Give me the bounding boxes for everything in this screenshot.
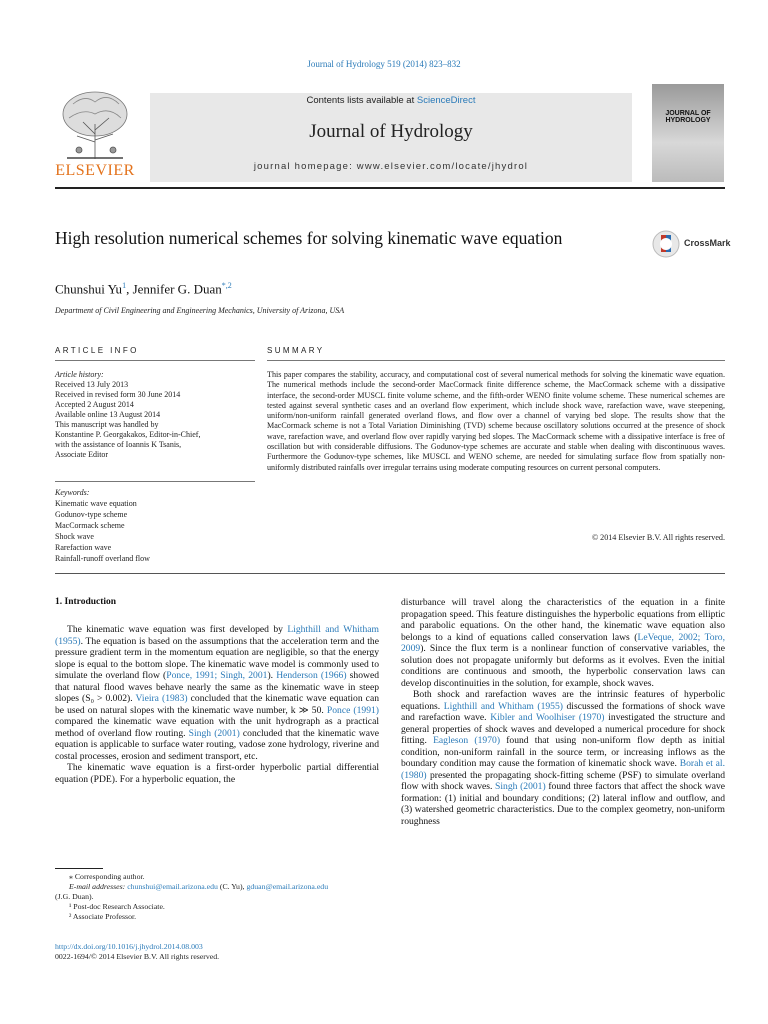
cover-title bbox=[655, 110, 721, 124]
history-line: Available online 13 August 2014 bbox=[55, 410, 161, 419]
footnote-emails bbox=[55, 882, 385, 892]
author-name[interactable]: Jennifer G. Duan bbox=[132, 281, 222, 297]
journal-masthead bbox=[55, 84, 725, 186]
article-info-heading: ARTICLE INFO bbox=[55, 346, 139, 355]
contents-prefix: Contents lists available at bbox=[306, 95, 417, 106]
affiliation: Department of Civil Engineering and Engineering Mechanics, University of Arizona, USA bbox=[55, 306, 345, 315]
text-run: discussed the formations of shock wave and rarefaction wave. bbox=[401, 700, 725, 723]
text-run: ). bbox=[267, 670, 277, 681]
journal-homepage[interactable]: journal homepage: www.elsevier.com/locate/jhydrol bbox=[253, 161, 529, 172]
citation-link[interactable]: Eagleson (1970) bbox=[433, 735, 501, 746]
article-title: High resolution numerical schemes for solving kinematic wave equation bbox=[55, 228, 563, 248]
crossmark-icon bbox=[652, 230, 680, 258]
citation-link[interactable]: Singh (2001) bbox=[188, 727, 240, 739]
text-run: The kinematic wave equation is a first-order hyperbolic partial differential equation (PDE). For a hyperbolic equation, the bbox=[55, 762, 379, 785]
elsevier-logo[interactable] bbox=[55, 84, 135, 182]
footnote-2: ² Associate Professor. bbox=[69, 912, 137, 921]
paragraph bbox=[401, 597, 725, 689]
citation-link[interactable]: Vieira (1983) bbox=[135, 693, 188, 704]
text-run: concluded that the kinematic wave equation is applicable to surface water routing, vadose zone hydrology, riverine and costal processes, erosion and sediment transport, etc. bbox=[55, 727, 380, 762]
section-heading-introduction: 1. Introduction bbox=[55, 597, 117, 607]
citation-link[interactable]: Ponce (1991) bbox=[326, 704, 379, 716]
history-line: Konstantine P. Georgakakos, Editor-in-Chief, bbox=[55, 430, 201, 439]
citation-link[interactable]: Singh (2001) bbox=[495, 781, 546, 792]
author-name[interactable]: Chunshui Yu bbox=[55, 281, 123, 297]
email-link[interactable]: chunshui@email.arizona.edu bbox=[127, 882, 218, 891]
paragraph bbox=[55, 624, 379, 762]
history-line: Associate Editor bbox=[55, 450, 109, 459]
author-list bbox=[55, 281, 232, 297]
text-run: presented the propagating shock-fitting scheme (PSF) to simulate overland flow with shock waves. bbox=[401, 769, 725, 792]
cover-title-line1: JOURNAL OF bbox=[665, 110, 711, 117]
keywords-rule bbox=[55, 481, 255, 482]
keyword: Godunov-type scheme bbox=[55, 510, 128, 519]
elsevier-tree-icon bbox=[55, 84, 135, 164]
keyword: Kinematic wave equation bbox=[55, 499, 137, 508]
body-column-left bbox=[55, 624, 379, 785]
text-run: ). Since the flux term is a nonlinear function of conservative variables, the solution does not propagate uniformly but deforms as it evolves. Even the initial conditions are continuous and smooth, the hyperbolic conservation laws can develop discontinuities in the solution, for example, shock waves. bbox=[401, 643, 725, 689]
history-line: Received 13 July 2013 bbox=[55, 380, 129, 389]
footnote-1: ¹ Post-doc Research Associate. bbox=[69, 902, 165, 911]
journal-title: Journal of Hydrology bbox=[309, 121, 473, 142]
text-run: concluded that the kinematic wave equation can be used on natural slopes with the kinematic wave number, k ≫ 50. bbox=[55, 693, 379, 716]
text-run: found three factors that affect the shock wave formation: (1) initial and boundary conditions; (2) lateral inflow and outflow, and (3) watershed geometric characteristics. Due to the complex geometry, non-uniform roughness bbox=[401, 781, 726, 827]
text-run: disturbance will travel along the characteristics of the equation in a finite propagation speed. This feature distinguishes the hyperbolic equations from elliptic and parabolic equations. On the other hand, the kinematic wave equation also belongs to a kind of equations called conservation laws ( bbox=[401, 597, 725, 643]
summary-text: This paper compares the stability, accuracy, and computational cost of several numerical methods for solving the kinematic wave equation. The numerical methods include the second-order MacCormack finite difference scheme, the MacCormack scheme with a dissipative interface, the second-order MUSCL finite volume scheme, and the fifth-order WENO finite volume scheme. These numerical schemes are tested against several synthetic cases and an overland flow experiment, which include shock wave, rarefaction wave, wave steepening, uniform/non-uniform rainfall generated overland flows, and flow over a channel of varying bed slope. The results show that the MacCormack scheme is not a Total Variation Diminishing (TVD) scheme because oscillatory solutions occurred at the presence of shock wave, rarefaction wave, and overland flow over rapidly varying bed slopes. The MacCormack scheme with a dissipative interface is free of oscillation but with considerable diffusions. The Godunov-type schemes are accurate and stable when dealing with discontinuous waves. Furthermore the Godunov-type schemes, like MUSCL and WENO scheme, are needed for simulating surface flow from spatially non-uniformly distributed rainfalls over irregular terrains using moderate computing resources on current personal computers. bbox=[267, 370, 725, 472]
text-run: compared the kinematic wave equation with the unit hydrograph as a practical method of overland flow routing. bbox=[55, 716, 379, 739]
journal-banner bbox=[150, 93, 632, 182]
footnotes bbox=[55, 872, 385, 922]
history-line: Accepted 2 August 2014 bbox=[55, 400, 134, 409]
contents-available-line bbox=[150, 95, 632, 106]
footnote-rule bbox=[55, 868, 103, 869]
cover-title-line2: HYDROLOGY bbox=[665, 117, 711, 124]
article-history bbox=[55, 370, 255, 460]
citation-link[interactable]: Ponce, 1991; Singh, 2001 bbox=[166, 670, 268, 681]
text-run: The kinematic wave equation was first developed by bbox=[67, 624, 288, 635]
footnote-corresponding: ⁎ Corresponding author. bbox=[69, 872, 145, 881]
text-run: investigated the structure and general properties of shock waves and developed a numerical procedure for shock fitting. bbox=[401, 712, 726, 746]
text-run: . The equation is based on the assumptions that the acceleration term and the pressure gradient term in the momentum equation are negligible, so that the energy slope is equal to the bottom slope. The kinematic wave model is commonly used to simulate the overland flow ( bbox=[55, 635, 379, 681]
email-link[interactable]: gduan@email.arizona.edu bbox=[246, 882, 329, 891]
citation-link[interactable]: Kibler and Woolhiser (1970) bbox=[490, 712, 605, 723]
article-info-rule bbox=[55, 360, 255, 361]
doi-link[interactable]: http://dx.doi.org/10.1016/j.jhydrol.2014.08.003 bbox=[55, 942, 203, 951]
journal-cover-thumbnail[interactable] bbox=[652, 84, 724, 182]
paragraph bbox=[55, 762, 379, 785]
history-line: This manuscript was handled by bbox=[55, 420, 159, 429]
summary-rule bbox=[267, 360, 725, 361]
body-rule bbox=[55, 573, 725, 574]
email-owner: (C. Yu), bbox=[217, 882, 247, 891]
elsevier-wordmark: ELSEVIER bbox=[55, 162, 135, 179]
author-separator: , bbox=[126, 281, 133, 297]
citation-link[interactable]: Lighthill and Whitham (1955) bbox=[443, 700, 563, 712]
email-owner: (J.G. Duan). bbox=[55, 892, 94, 901]
sciencedirect-link[interactable]: ScienceDirect bbox=[416, 95, 476, 106]
summary-copyright: © 2014 Elsevier B.V. All rights reserved. bbox=[591, 533, 725, 542]
issn-copyright: 0022-1694/© 2014 Elsevier B.V. All rights reserved. bbox=[55, 952, 220, 961]
header-rule bbox=[55, 187, 725, 189]
keyword: MacCormack scheme bbox=[55, 521, 125, 530]
crossmark-label: CrossMark bbox=[684, 238, 731, 248]
paragraph bbox=[401, 689, 725, 827]
history-heading: Article history: bbox=[55, 370, 104, 379]
text-run: showed that natural flood waves behave nearly the same as the kinematic wave in steep slopes (S₀ > 0.002). bbox=[55, 670, 379, 704]
crossmark-badge[interactable] bbox=[652, 230, 742, 260]
citation-link[interactable]: Henderson (1966) bbox=[276, 670, 347, 681]
history-line: Received in revised form 30 June 2014 bbox=[55, 390, 181, 399]
email-label: E-mail addresses: bbox=[69, 882, 128, 891]
keyword: Shock wave bbox=[55, 532, 94, 541]
doi-block bbox=[55, 942, 219, 962]
citation-link[interactable]: Borah et al. (1980) bbox=[401, 758, 725, 781]
author-footnote-marker[interactable]: *,2 bbox=[221, 281, 232, 290]
body-column-right bbox=[401, 597, 725, 827]
text-run: Both shock and rarefaction waves are the intrinsic features of hyperbolic equations. bbox=[401, 689, 725, 712]
citation-link[interactable]: Lighthill and Whitham (1955) bbox=[55, 624, 379, 647]
keywords bbox=[55, 487, 255, 564]
author-footnote-marker[interactable]: 1 bbox=[122, 281, 127, 290]
summary-heading: SUMMARY bbox=[267, 346, 325, 355]
journal-reference-link[interactable]: Journal of Hydrology 519 (2014) 823–832 bbox=[307, 59, 461, 69]
keyword: Rarefaction wave bbox=[55, 543, 112, 552]
history-line: with the assistance of Ioannis K Tsanis, bbox=[55, 440, 182, 449]
text-run: found that using non-uniform flow depth as initial condition, non-uniform rainfall in the source term, or increasing inflows as the boundary condition may cause the formation of kinematic shock wave. bbox=[401, 735, 725, 769]
keywords-heading: Keywords: bbox=[55, 488, 90, 497]
citation-link[interactable]: LeVeque, 2002; Toro, 2009 bbox=[401, 631, 725, 654]
keyword: Rainfall-runoff overland flow bbox=[55, 554, 150, 563]
